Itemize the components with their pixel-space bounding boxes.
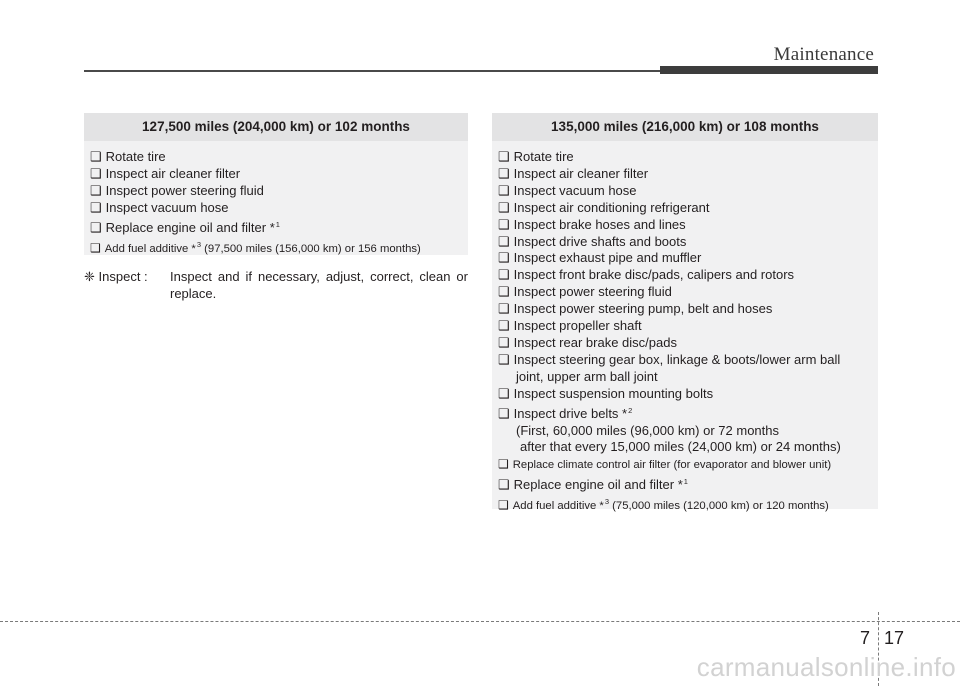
- checkbox-icon: ❑: [498, 405, 510, 421]
- footer-dashed-line: [0, 621, 960, 622]
- checkbox-icon: ❑: [498, 385, 510, 401]
- right-schedule-panel: [492, 113, 878, 513]
- list-item: ❑ Inspect steering gear box, linkage & boots/lower arm ball: [498, 351, 841, 367]
- checkbox-icon: ❑: [498, 216, 510, 232]
- left-panel-heading: 127,500 miles (204,000 km) or 102 months: [84, 113, 468, 141]
- header-rule-thick: [660, 66, 878, 74]
- checkbox-icon: ❑: [498, 233, 510, 249]
- list-item: ❑ Inspect brake hoses and lines: [498, 216, 686, 232]
- list-item: ❑ Inspect power steering fluid: [498, 284, 672, 300]
- checkbox-icon: ❑: [498, 267, 510, 283]
- list-item: ❑ Inspect rear brake disc/pads: [498, 334, 677, 350]
- left-panel-list: [84, 141, 468, 267]
- list-item: ❑ Inspect vacuum hose: [90, 199, 229, 215]
- right-panel-list: [492, 141, 878, 525]
- checkbox-icon: ❑: [498, 498, 509, 513]
- checkbox-icon: ❑: [498, 334, 510, 350]
- checkbox-icon: ❑: [90, 199, 102, 215]
- checkbox-icon: ❑: [498, 165, 510, 181]
- list-item: ❑ Inspect drive belts *$^2$: [498, 405, 633, 421]
- list-item: ❑ Rotate tire: [498, 149, 574, 164]
- checkbox-icon: ❑: [90, 165, 102, 181]
- list-item: ❑ Inspect front brake disc/pads, calipers and rotors: [498, 267, 795, 283]
- list-item: ❑ Rotate tire: [90, 149, 166, 164]
- list-item: ❑ Inspect exhaust pipe and muffler: [498, 250, 702, 266]
- note-line-2: replace.: [170, 286, 217, 301]
- right-panel-heading: 135,000 miles (216,000 km) or 108 months: [492, 113, 878, 141]
- header-rule-thin: [84, 70, 660, 72]
- checkbox-icon: ❑: [498, 351, 510, 367]
- list-item: ❑ Inspect air conditioning refrigerant: [498, 199, 710, 215]
- checkbox-icon: ❑: [498, 199, 510, 215]
- list-item-continuation: (First, 60,000 miles (96,000 km) or 72 months: [516, 422, 779, 438]
- note-lead: ❈ Inspect :: [84, 269, 148, 284]
- note-line-1: Inspect and if necessary, adjust, correct, clean or: [170, 269, 468, 284]
- list-item: ❑ Inspect power steering pump, belt and hoses: [498, 301, 773, 317]
- list-item-continuation: joint, upper arm ball joint: [516, 368, 658, 384]
- list-item: ❑ Inspect vacuum hose: [498, 182, 637, 198]
- watermark-text: carmanualsonline.info: [696, 652, 956, 682]
- left-schedule-panel: [84, 113, 468, 255]
- checkbox-icon: ❑: [498, 149, 510, 164]
- list-item: ❑ Inspect power steering fluid: [90, 182, 264, 198]
- checkbox-icon: ❑: [498, 477, 510, 493]
- list-item: ❑ Inspect drive shafts and boots: [498, 233, 687, 249]
- list-item: ❑ Inspect air cleaner filter: [90, 165, 241, 181]
- checkbox-icon: ❑: [498, 457, 509, 472]
- checkbox-icon: ❑: [498, 301, 510, 317]
- checkbox-icon: ❑: [498, 182, 510, 198]
- inspect-note: [84, 268, 468, 302]
- list-item: ❑ Replace engine oil and filter *$^1$: [498, 477, 688, 493]
- page-number: 17: [884, 628, 905, 648]
- list-item: ❑ Inspect propeller shaft: [498, 318, 642, 334]
- checkbox-icon: ❑: [498, 250, 510, 266]
- page-header-title: Maintenance: [773, 44, 874, 65]
- checkbox-icon: ❑: [90, 240, 101, 255]
- note-symbol-icon: ❈: [84, 269, 95, 284]
- list-item-continuation: after that every 15,000 miles (24,000 km) or 24 months): [520, 439, 841, 455]
- checkbox-icon: ❑: [498, 284, 510, 300]
- checkbox-icon: ❑: [90, 219, 102, 235]
- chapter-number: 7: [860, 628, 871, 648]
- list-item: ❑ Add fuel additive *$^3$ (75,000 miles (120,000 km) or 120 months): [498, 497, 829, 513]
- list-item: ❑ Inspect air cleaner filter: [498, 165, 649, 181]
- list-item: ❑ Inspect suspension mounting bolts: [498, 385, 714, 401]
- checkbox-icon: ❑: [90, 182, 102, 198]
- list-item: ❑ Replace climate control air filter (for evaporator and blower unit): [498, 457, 832, 472]
- checkbox-icon: ❑: [498, 318, 510, 334]
- list-item: ❑ Replace engine oil and filter *$^1$: [90, 219, 280, 235]
- checkbox-icon: ❑: [90, 149, 102, 164]
- list-item: ❑ Add fuel additive *$^3$ (97,500 miles (156,000 km) or 156 months): [90, 239, 421, 255]
